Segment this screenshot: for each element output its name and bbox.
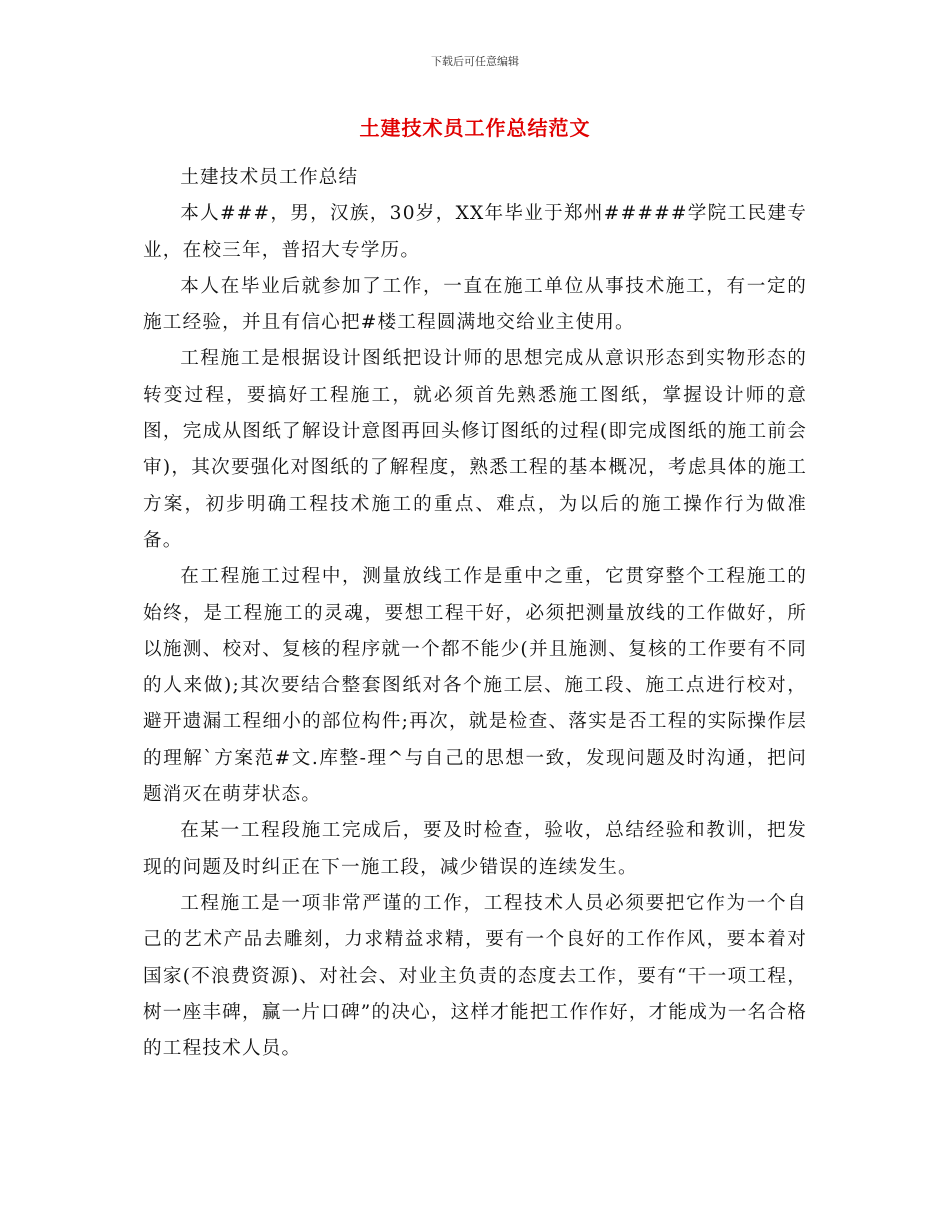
paragraph: 在工程施工过程中，测量放线工作是重中之重，它贯穿整个工程施工的始终，是工程施工的灵魂，要想工程干好，必须把测量放线的工作做好，所以施测、校对、复核的程序就一个都不能少(并且施测、复核的工作要有不同的人来做);其次要结合整套图纸对各个施工层、施工段、施工点进行校对，避开遗漏工程细小的部位构件;再次，就是检查、落实是否工程的实际操作层的理解`方案范#文.库整-理^与自己的思想一致，发现问题及时沟通，把问题消灭在萌芽状态。 xyxy=(143,566,807,806)
page-title: 土建技术员工作总结范文 xyxy=(359,116,591,140)
paragraph: 工程施工是根据设计图纸把设计师的思想完成从意识形态到实物形态的转变过程，要搞好工程施工，就必须首先熟悉施工图纸，掌握设计师的意图，完成从图纸了解设计意图再回头修订图纸的过程(即完成图纸的施工前会审)，其次要强化对图纸的了解程度，熟悉工程的基本概况，考虑具体的施工方案，初步明确工程技术施工的重点、难点，为以后的施工操作行为做准备。 xyxy=(143,348,807,551)
paragraph: 本人###，男，汉族，30岁，XX年毕业于郑州#####学院工民建专业，在校三年，普招大专学历。 xyxy=(143,203,807,261)
paragraph: 在某一工程段施工完成后，要及时检查，验收，总结经验和教训，把发现的问题及时纠正在下一施工段，减少错误的连续发生。 xyxy=(143,820,807,878)
subtitle-paragraph: 土建技术员工作总结 xyxy=(180,167,359,188)
document-body xyxy=(143,160,807,1067)
paragraph: 本人在毕业后就参加了工作，一直在施工单位从事技术施工，有一定的施工经验，并且有信心把#楼工程圆满地交给业主使用。 xyxy=(143,275,807,334)
header-note: 下载后可任意编辑 xyxy=(431,55,519,68)
paragraph: 工程施工是一项非常严谨的工作，工程技术人员必须要把它作为一个自己的艺术产品去雕刻，力求精益求精，要有一个良好的工作作风，要本着对国家(不浪费资源)、对社会、对业主负责的态度去工作，要有“干一项工程，树一座丰碑，赢一片口碑”的决心，这样才能把工作作好，才能成为一名合格的工程技术人员。 xyxy=(143,892,807,1060)
